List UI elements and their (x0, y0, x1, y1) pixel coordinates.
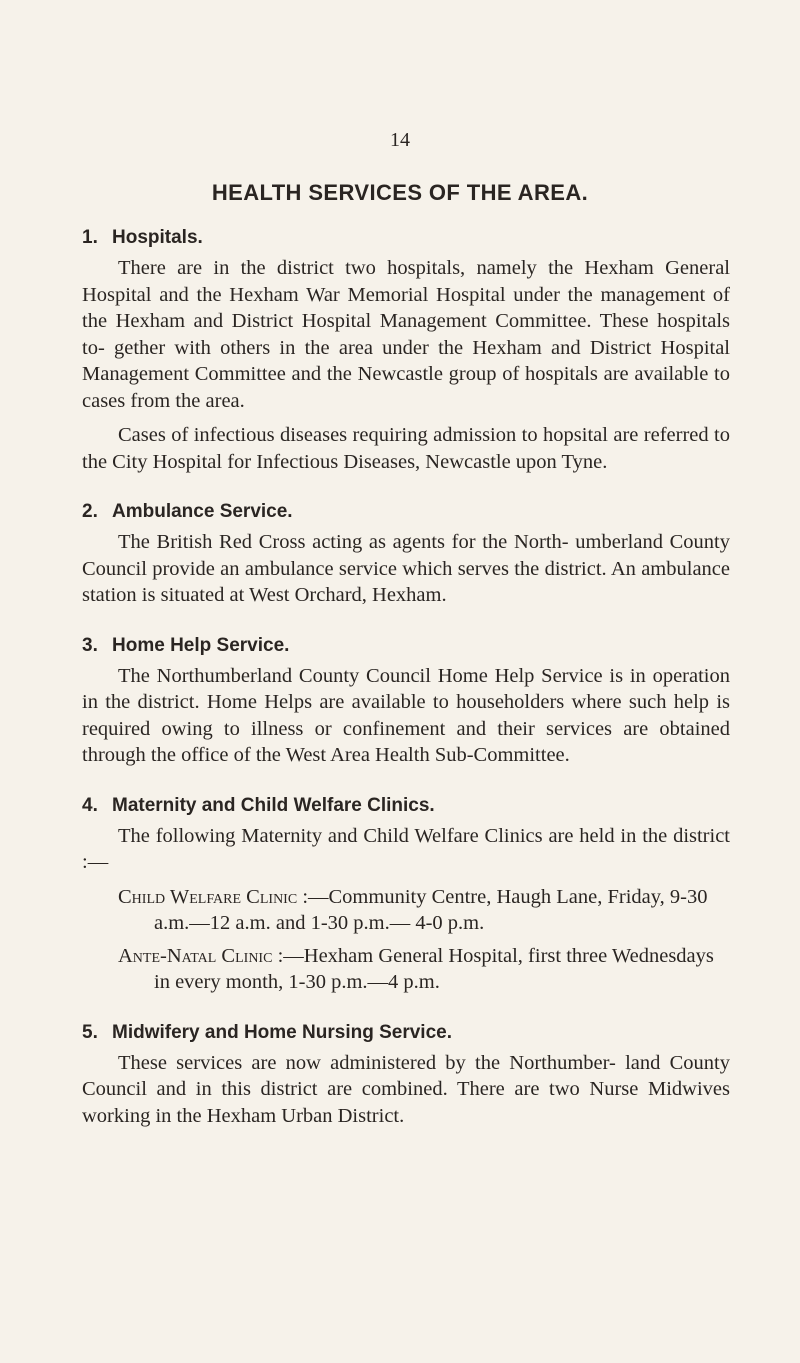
section-hospitals (82, 223, 730, 475)
section-title: Ambulance Service. (112, 501, 293, 522)
section-number: 4. (82, 794, 98, 816)
section-heading (82, 223, 730, 253)
section-title: Hospitals. (112, 227, 203, 248)
section-heading (82, 631, 730, 661)
paragraph: Cases of infectious diseases requiring admission to hopsital are referred to the City Hospital for Infectious Diseases, Newcastle upon Tyne. (82, 424, 730, 473)
section-title: Home Help Service. (112, 634, 290, 656)
section-home-help-service (82, 631, 730, 769)
paragraph: There are in the district two hospitals, namely the Hexham General Hospital and the Hexham War Memorial Hospital under the management of the Hexham and District Hospital Management Committee. These hospitals to- gether with others in the area under the Hexham and District Hospital Management Committee and the Newcastle group of hospitals are available to cases from the area. (82, 257, 730, 412)
clinic-entry (118, 884, 730, 937)
section-heading (82, 1018, 730, 1048)
section-ambulance-service (82, 497, 730, 609)
section-number: 5. (82, 1021, 98, 1043)
clinic-name: Child Welfare Clinic (118, 885, 298, 908)
page-title: HEALTH SERVICES OF THE AREA. (211, 180, 589, 205)
page-number: 14 (390, 129, 410, 151)
clinic-name: Ante-Natal Clinic (118, 944, 273, 967)
section-number: 3. (82, 634, 98, 656)
section-midwifery-nursing (82, 1018, 730, 1130)
section-maternity-clinics (82, 791, 730, 996)
section-number: 1. (82, 227, 98, 248)
paragraph: The Northumberland County Council Home Help Service is in operation in the district. Home Helps are available to householders where such help is required owing to illness or confinement and their services are obtained through the office of the West Area Health Sub-Committee. (82, 664, 730, 766)
clinic-details: :—Community Centre, Haugh Lane, Friday, 9-30 a.m.—12 a.m. and 1-30 p.m.— 4-0 p.m. (154, 885, 708, 934)
section-heading (82, 497, 730, 527)
section-heading (82, 791, 730, 821)
clinic-details: :—Hexham General Hospital, first three Wednesdays in every month, 1-30 p.m.—4 p.m. (154, 944, 714, 993)
section-number: 2. (82, 501, 98, 522)
clinic-entry (118, 943, 730, 996)
section-title: Maternity and Child Welfare Clinics. (112, 794, 435, 816)
paragraph: These services are now administered by the Northumber- land County Council and in this district are combined. There are two Nurse Midwives working in the Hexham Urban District. (82, 1051, 730, 1127)
section-title: Midwifery and Home Nursing Service. (112, 1021, 452, 1043)
paragraph: The British Red Cross acting as agents for the North- umberland County Council provide an ambulance service which serves the district. An ambulance station is situated at West Orchard, Hexham. (82, 531, 730, 606)
document-body (82, 223, 730, 1151)
paragraph: The following Maternity and Child Welfare Clinics are held in the district :— (82, 824, 730, 873)
